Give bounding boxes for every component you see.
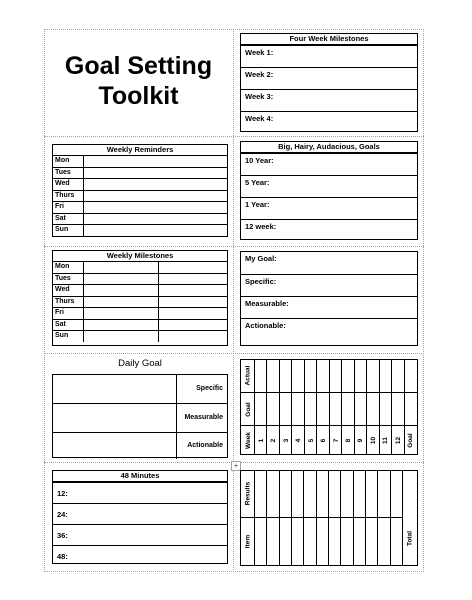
minutes48-row[interactable] (53, 545, 227, 564)
tracker-entry-cell[interactable] (255, 360, 267, 392)
weekly-reminders-box (52, 144, 228, 237)
row-label: 12: (57, 489, 68, 498)
table-row[interactable] (53, 167, 227, 179)
table-row[interactable] (53, 319, 227, 331)
day-label: Thurs (53, 296, 84, 308)
tracker-week-number: 7 (332, 438, 340, 442)
tracker-entry-cell[interactable] (280, 392, 292, 425)
page (44, 29, 424, 572)
tracker-week-number: 10 (369, 436, 377, 444)
tracker-entry-cell[interactable] (405, 392, 417, 425)
row-label: Measurable: (245, 299, 289, 308)
tracker-week-cell (380, 425, 392, 454)
table-row[interactable] (53, 190, 227, 202)
day-entry[interactable] (159, 273, 228, 285)
table-row[interactable] (53, 285, 227, 297)
daily-goal-label: Specific (196, 385, 223, 392)
tracker-week-cell (367, 425, 379, 454)
week-tracker-box (240, 359, 418, 455)
tracker-week-cell (305, 425, 317, 454)
row-label: 1 Year: (245, 200, 270, 209)
my-goal-row[interactable] (241, 252, 417, 274)
day-entry[interactable] (84, 308, 159, 320)
tracker-week-number: Goal (407, 432, 415, 448)
tracker-entry-cell[interactable] (355, 392, 367, 425)
tracker-week-cell (405, 425, 417, 454)
bhag-box (240, 141, 418, 240)
tracker-entry-cell[interactable] (342, 360, 354, 392)
tracker-entry-cell[interactable] (317, 392, 329, 425)
results-grid (241, 471, 417, 565)
results-entry-cell[interactable] (366, 471, 378, 517)
day-label: Tues (53, 167, 84, 179)
row-label: 48: (57, 552, 68, 561)
tracker-entry-cell[interactable] (330, 392, 342, 425)
day-entry[interactable] (84, 296, 159, 308)
table-row[interactable] (53, 308, 227, 320)
results-total-cell (403, 471, 417, 565)
day-entry[interactable] (159, 296, 228, 308)
tracker-week-number: 11 (382, 436, 390, 444)
tracker-row-label-cell (241, 425, 255, 454)
day-label: Sat (53, 319, 84, 331)
row-label: 5 Year: (245, 178, 270, 187)
four-week-milestones-header: Four Week Milestones (241, 34, 417, 45)
row-label: 10 Year: (245, 156, 274, 165)
results-entry-cell[interactable] (341, 471, 353, 517)
results-entry-cell[interactable] (267, 471, 279, 517)
results-entry-cell[interactable] (304, 517, 316, 565)
results-entry-cell[interactable] (267, 517, 279, 565)
results-entry-cell[interactable] (354, 471, 366, 517)
daily-goal-entry[interactable] (53, 375, 177, 403)
minutes48-row[interactable] (53, 482, 227, 503)
results-entry-cell[interactable] (280, 471, 292, 517)
tracker-entry-cell[interactable] (330, 360, 342, 392)
tracker-week-number: 6 (320, 438, 328, 442)
table-row[interactable] (53, 296, 227, 308)
table-row[interactable] (53, 156, 227, 167)
row-label: Specific: (245, 277, 277, 286)
four-week-row[interactable] (241, 111, 417, 133)
weekly-reminders-header: Weekly Reminders (53, 145, 227, 156)
tracker-entry-cell[interactable] (317, 360, 329, 392)
tracker-row-label-cell (241, 392, 255, 425)
tracker-row-label: Goal (244, 401, 252, 417)
tracker-week-cell (317, 425, 329, 454)
table-row[interactable] (53, 213, 227, 225)
day-label: Tues (53, 273, 84, 285)
table-row[interactable] (53, 331, 227, 342)
tracker-week-cell (255, 425, 267, 454)
tracker-entry-cell[interactable] (405, 360, 417, 392)
tracker-week-number: 3 (282, 438, 290, 442)
day-label: Sun (53, 331, 84, 342)
day-entry[interactable] (159, 319, 228, 331)
row-label: 36: (57, 531, 68, 540)
results-entry-cell[interactable] (317, 517, 329, 565)
results-entry-cell[interactable] (255, 517, 267, 565)
day-label: Sat (53, 213, 84, 225)
day-entry[interactable] (84, 273, 159, 285)
tracker-entry-cell[interactable] (292, 360, 304, 392)
results-entry-cell[interactable] (292, 471, 304, 517)
row-label: 12 week: (245, 222, 277, 231)
daily-goal-row[interactable] (53, 375, 227, 403)
day-label: Fri (53, 202, 84, 214)
daily-goal-entry[interactable] (53, 433, 177, 459)
tracker-week-cell (280, 425, 292, 454)
tracker-week-cell (330, 425, 342, 454)
four-week-row[interactable] (241, 67, 417, 89)
day-entry[interactable] (84, 213, 228, 225)
results-entry-cell[interactable] (329, 471, 341, 517)
minutes48-row[interactable] (53, 524, 227, 545)
table-row[interactable] (53, 262, 227, 273)
tracker-entry-cell[interactable] (342, 392, 354, 425)
tracker-row-label: Week (244, 431, 252, 449)
day-entry[interactable] (84, 179, 228, 191)
tracker-entry-cell[interactable] (267, 392, 279, 425)
layout-guide-vertical (233, 29, 234, 572)
table-row[interactable] (53, 179, 227, 191)
weekly-milestones-box (52, 250, 228, 346)
day-entry[interactable] (84, 167, 228, 179)
daily-goal-row[interactable] (53, 403, 227, 432)
results-entry-cell[interactable] (354, 517, 366, 565)
day-entry[interactable] (84, 156, 228, 167)
day-entry[interactable] (159, 331, 228, 342)
day-label: Thurs (53, 190, 84, 202)
bhag-row[interactable] (241, 197, 417, 219)
row-label: 24: (57, 510, 68, 519)
daily-goal-entry[interactable] (53, 404, 177, 432)
day-label: Wed (53, 179, 84, 191)
tracker-entry-cell[interactable] (367, 392, 379, 425)
results-entry-cell[interactable] (391, 517, 403, 565)
tracker-entry-cell[interactable] (380, 392, 392, 425)
results-entry-cell[interactable] (391, 471, 403, 517)
minutes48-row[interactable] (53, 503, 227, 524)
row-label: Week 1: (245, 48, 274, 57)
results-entry-cell[interactable] (378, 517, 390, 565)
day-entry[interactable] (84, 331, 159, 342)
daily-goal-row[interactable] (53, 432, 227, 459)
row-label: Week 4: (245, 114, 274, 123)
day-label: Wed (53, 285, 84, 297)
results-row-label: Item (244, 534, 252, 549)
page-title-line2: Toolkit (98, 82, 179, 110)
weekly-milestones-header: Weekly Milestones (53, 251, 227, 262)
my-goal-row[interactable] (241, 318, 417, 345)
tracker-entry-cell[interactable] (355, 360, 367, 392)
bhag-row[interactable] (241, 175, 417, 197)
tracker-entry-cell[interactable] (392, 392, 404, 425)
minutes48-header: 48 Minutes (53, 471, 227, 482)
tracker-week-number: 4 (295, 438, 303, 442)
page-title-line1: Goal Setting (64, 52, 213, 80)
results-entry-cell[interactable] (255, 471, 267, 517)
results-entry-cell[interactable] (304, 471, 316, 517)
results-entry-cell[interactable] (341, 517, 353, 565)
day-entry[interactable] (84, 262, 159, 273)
tracker-week-cell (355, 425, 367, 454)
results-row-label: Results (244, 481, 252, 506)
day-entry[interactable] (159, 262, 228, 273)
tracker-week-number: 2 (270, 438, 278, 442)
tracker-week-cell (342, 425, 354, 454)
bhag-row[interactable] (241, 153, 417, 175)
layout-guide-h3 (44, 353, 424, 354)
results-entry-cell[interactable] (292, 517, 304, 565)
tracker-week-cell (292, 425, 304, 454)
week-tracker-grid (241, 360, 417, 454)
tracker-entry-cell[interactable] (255, 392, 267, 425)
layout-guide-h2 (44, 246, 424, 247)
tracker-week-number: 9 (357, 438, 365, 442)
row-label: Week 3: (245, 92, 274, 101)
page-title (44, 51, 233, 111)
table-row[interactable] (53, 202, 227, 214)
tracker-week-number: 5 (307, 438, 315, 442)
day-label: Sun (53, 225, 84, 236)
day-label: Mon (53, 262, 84, 273)
tracker-entry-cell[interactable] (267, 360, 279, 392)
daily-goal-heading: Daily Goal (118, 358, 162, 369)
bhag-row[interactable] (241, 219, 417, 241)
layout-guide-h1 (44, 136, 424, 137)
row-label: Actionable: (245, 321, 286, 330)
tracker-entry-cell[interactable] (280, 360, 292, 392)
tracker-entry-cell[interactable] (292, 392, 304, 425)
my-goal-row[interactable] (241, 296, 417, 318)
table-row[interactable] (53, 273, 227, 285)
results-entry-cell[interactable] (280, 517, 292, 565)
tracker-row-label: Actual (244, 365, 252, 386)
weekly-milestones-table (53, 262, 227, 342)
day-entry[interactable] (84, 319, 159, 331)
results-row-label-cell (241, 517, 255, 565)
day-entry[interactable] (159, 308, 228, 320)
results-total-label: Total (406, 530, 414, 547)
tracker-entry-cell[interactable] (380, 360, 392, 392)
daily-goal-label: Measurable (184, 414, 223, 421)
tracker-week-number: 1 (257, 438, 265, 442)
table-row[interactable] (53, 225, 227, 236)
tracker-row-label-cell (241, 360, 255, 392)
tracker-entry-cell[interactable] (305, 392, 317, 425)
results-entry-cell[interactable] (329, 517, 341, 565)
four-week-milestones-box (240, 33, 418, 132)
tracker-week-cell (267, 425, 279, 454)
row-label: My Goal: (245, 254, 277, 263)
tracker-week-cell (392, 425, 404, 454)
results-entry-cell[interactable] (317, 471, 329, 517)
day-entry[interactable] (84, 202, 228, 214)
results-row-label-cell (241, 471, 255, 517)
day-entry[interactable] (159, 285, 228, 297)
tracker-week-number: 12 (394, 436, 402, 444)
day-entry[interactable] (84, 285, 159, 297)
daily-goal-box (52, 374, 228, 458)
tracker-week-number: 8 (344, 438, 352, 442)
day-entry[interactable] (84, 225, 228, 236)
day-label: Mon (53, 156, 84, 167)
results-box (240, 470, 418, 566)
four-week-row[interactable] (241, 45, 417, 67)
my-goal-box (240, 251, 418, 346)
day-entry[interactable] (84, 190, 228, 202)
results-entry-cell[interactable] (378, 471, 390, 517)
tracker-entry-cell[interactable] (305, 360, 317, 392)
results-entry-cell[interactable] (366, 517, 378, 565)
day-label: Fri (53, 308, 84, 320)
daily-goal-label: Actionable (187, 442, 223, 449)
tracker-entry-cell[interactable] (392, 360, 404, 392)
bhag-header: Big, Hairy, Audacious, Goals (241, 142, 417, 153)
table-move-handle-icon[interactable]: + (231, 461, 241, 471)
tracker-entry-cell[interactable] (367, 360, 379, 392)
four-week-row[interactable] (241, 89, 417, 111)
row-label: Week 2: (245, 70, 274, 79)
minutes48-box (52, 470, 228, 564)
weekly-reminders-table (53, 156, 227, 236)
my-goal-row[interactable] (241, 274, 417, 296)
